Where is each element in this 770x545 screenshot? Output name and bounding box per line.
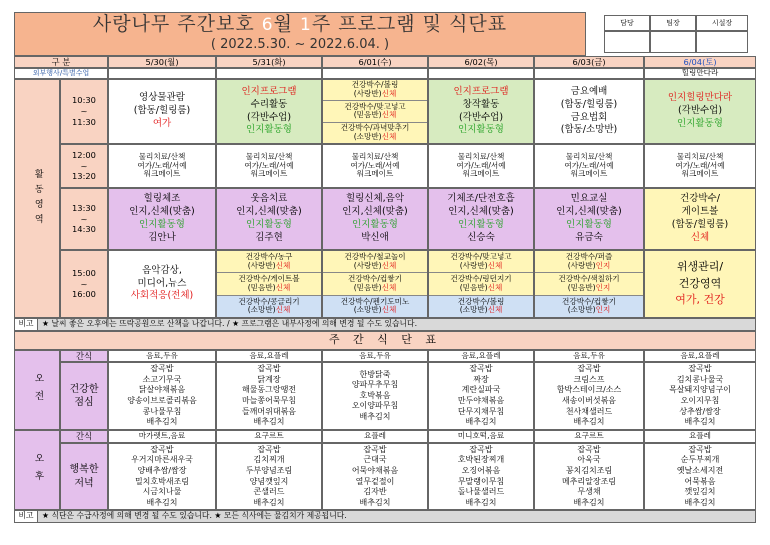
cell-text-line: 건강박수/철교놀이 bbox=[344, 251, 406, 261]
cell-text-line: 해물동그랑땡전 bbox=[241, 385, 297, 395]
category-tag: 신체 bbox=[275, 282, 291, 292]
lunchblock-fri bbox=[534, 144, 644, 188]
pm-label bbox=[14, 430, 60, 510]
cell-text-line: 배추김치 bbox=[465, 417, 497, 427]
category-tag: 신체 bbox=[381, 305, 397, 315]
outing-fri bbox=[534, 68, 644, 79]
cell-text-line: 12:00 bbox=[72, 149, 96, 160]
cell-text-line: 잡곡밥 bbox=[257, 444, 281, 454]
afternoon2-fri bbox=[534, 250, 644, 318]
cell-text-line: 콘샐러드 bbox=[253, 487, 285, 497]
cell-text-line: (합동/힐링룸) bbox=[133, 105, 191, 117]
cell-text-line: 김자반 bbox=[363, 487, 387, 497]
category-tag: 인지 bbox=[595, 282, 611, 292]
cell-text-line: 인지,신체(맞춤) bbox=[448, 206, 514, 218]
snack-pm-label: 간식 bbox=[60, 430, 108, 443]
cell-text-line: 행복한저녁 bbox=[69, 464, 99, 489]
cell-text-line: 짜장 bbox=[473, 374, 489, 384]
cell-text-line: (사랑반)신체 bbox=[353, 89, 397, 99]
sheet-title bbox=[15, 14, 585, 36]
cell-text-line: 건강한점심 bbox=[69, 383, 99, 408]
dinner-sat bbox=[644, 443, 756, 510]
outing-tue bbox=[216, 68, 322, 79]
cell-text-line: 인지프로그램 bbox=[453, 85, 509, 97]
lunch-fri bbox=[534, 362, 644, 430]
cell-text-line: 10:30 bbox=[72, 95, 96, 106]
cell-text-line: ~ bbox=[80, 160, 88, 171]
lunch-sat bbox=[644, 362, 756, 430]
afternoon1-mon bbox=[108, 188, 216, 250]
program-note bbox=[14, 318, 756, 331]
cell-text-line: 오이양파무침 bbox=[351, 401, 399, 411]
cell-text-line: (소망반)신체 bbox=[353, 305, 397, 315]
cell-text-line: 힐링신체,음악 bbox=[345, 193, 405, 205]
lunch-label bbox=[60, 362, 108, 430]
cell-text-line: 인지활동형 bbox=[246, 124, 292, 136]
category-tag: 신체 bbox=[381, 131, 397, 141]
dinner-label bbox=[60, 443, 108, 510]
lunch-thu bbox=[428, 362, 534, 430]
cell-text-line: ~ bbox=[80, 213, 88, 224]
cell-text-line: 잡곡밥 bbox=[469, 364, 493, 374]
cell-text-line: 건강박수/맞고넣고 bbox=[344, 101, 406, 111]
meal-note-tag: 비고 bbox=[15, 511, 38, 522]
cell-text-line: 건강박수/콩글리기 bbox=[238, 296, 300, 306]
cell-text-line: 꽁치김치조림 bbox=[565, 465, 613, 475]
cell-text-line: 건강박수/맞고넣고 bbox=[450, 251, 512, 261]
lunchblock-thu bbox=[428, 144, 534, 188]
cell-text-line: 금요예배 bbox=[570, 85, 608, 97]
cell-text-line: 목살돼지양념구이 bbox=[669, 385, 731, 395]
title-month: 6 bbox=[261, 15, 274, 35]
cell-text-line: 인지활동형 bbox=[566, 219, 612, 230]
category-tag: 신체 bbox=[275, 305, 291, 315]
afternoon2-thu bbox=[428, 250, 534, 318]
cell-text-line: 물리치료/산책 bbox=[245, 151, 293, 161]
category-tag: 신체 bbox=[275, 260, 291, 270]
cell-text-line: 배추김치 bbox=[146, 417, 178, 427]
morning-fri bbox=[534, 79, 644, 144]
cell-text-line: 금요법회 bbox=[570, 111, 608, 123]
cell-text-line: (사랑반)인지 bbox=[567, 260, 611, 270]
snack-am-tue: 음료,요플레 bbox=[216, 350, 322, 362]
cell-text-line: 잡곡밥 bbox=[150, 444, 174, 454]
cell-text-line: (소망반)인지 bbox=[567, 305, 611, 315]
snack-am-mon: 음료,두유 bbox=[108, 350, 216, 362]
cell-text-line: 기체조/단전호흡 bbox=[447, 193, 515, 205]
cell-text-line: (믿음반)신체 bbox=[247, 282, 291, 292]
cell-text-line: 한방닭죽 bbox=[359, 369, 391, 379]
cell-text-line: 양배추쌈/쌈장 bbox=[137, 465, 187, 475]
cell-text-line: 인지활동형 bbox=[139, 219, 185, 230]
cell-text-line: 물리치료/산책 bbox=[138, 151, 186, 161]
morning-thu bbox=[428, 79, 534, 144]
program-note-text: ★ 날씨 좋은 오후에는 뜨락공원으로 산책을 나갑니다. / ★ 프로그램은 내부사정에 의해 변경 될 수도 있습니다. bbox=[42, 319, 418, 329]
cell-text-line: 11:30 bbox=[72, 116, 96, 127]
cell-text-line: 오징어볶음 bbox=[461, 465, 501, 475]
cell-text-line: 어묵야채볶음 bbox=[351, 465, 399, 475]
afternoon2-wed bbox=[322, 250, 428, 318]
time-1200 bbox=[60, 144, 108, 188]
category-tag: 신체 bbox=[381, 89, 397, 99]
approval-sign-3[interactable] bbox=[696, 31, 748, 53]
cell-text-line: 인지,신체(맞춤) bbox=[236, 206, 302, 218]
cell-text-line: 15:00 bbox=[72, 267, 96, 278]
cell-text-line: 힐링체조 bbox=[143, 193, 181, 205]
cell-text-line: (각반수업) bbox=[677, 105, 723, 117]
outing-wed bbox=[322, 68, 428, 79]
cell-text-line: 호박볶음 bbox=[359, 390, 391, 400]
cell-text-line: 배추김치 bbox=[359, 497, 391, 507]
cell-text-line: 닭계장 bbox=[257, 374, 281, 384]
cell-text-line: (합동/힐링룸) bbox=[671, 219, 729, 230]
cell-text-line: (믿음반)신체 bbox=[353, 110, 397, 120]
dinner-mon bbox=[108, 443, 216, 510]
cell-text-line: 건강박수/링던지기 bbox=[450, 274, 512, 284]
snack-am-thu: 음료,요플레 bbox=[428, 350, 534, 362]
cell-text-line: 여가, 건강 bbox=[675, 293, 725, 307]
program-note-tag: 비고 bbox=[15, 319, 38, 330]
cell-text-line: 여가/노래/서예 bbox=[137, 160, 187, 170]
cell-text-line: 닭살야채볶음 bbox=[138, 385, 186, 395]
cell-text-line: 인지활동형 bbox=[246, 219, 292, 230]
header-day-tue: 5/31(화) bbox=[216, 56, 322, 68]
cell-text-line: 13:30 bbox=[72, 202, 96, 213]
cell-text-line: 김치콩나물국 bbox=[676, 374, 724, 384]
cell-text-line: (사랑반)신체 bbox=[459, 260, 503, 270]
cell-text-line: 양파무추무침 bbox=[351, 380, 399, 390]
snack-am-wed: 음료,두유 bbox=[322, 350, 428, 362]
cell-text-line: 16:00 bbox=[72, 289, 96, 300]
cell-text-line: 배추김치 bbox=[465, 497, 497, 507]
cell-text-line: 인지활동형 bbox=[458, 124, 504, 136]
category-tag: 인지 bbox=[595, 260, 611, 270]
cell-text-line: 민요교실 bbox=[570, 193, 608, 205]
cell-text-line: (믿음반)인지 bbox=[567, 282, 611, 292]
cell-text-line: 돌나물샐러드 bbox=[457, 487, 505, 497]
cell-text-line: 잡곡밥 bbox=[688, 364, 712, 374]
cell-text-line: 인지프로그램 bbox=[241, 85, 297, 97]
cell-text-line: 위생관리/ bbox=[676, 260, 724, 274]
cell-text-line: 양송이브로콜리볶음 bbox=[127, 396, 197, 405]
cell-text-line: 워크메이트 bbox=[462, 169, 500, 179]
cell-text-line: 게이트볼 bbox=[681, 206, 719, 218]
header-day-wed: 6/01(수) bbox=[322, 56, 428, 68]
approval-sign-1[interactable] bbox=[604, 31, 650, 53]
title-banner bbox=[14, 12, 586, 56]
cell-text-line: (믿음반)신체 bbox=[459, 282, 503, 292]
approval-header-2: 팀장 bbox=[650, 15, 696, 31]
cell-text-line: 여가/노래/서예 bbox=[244, 160, 294, 170]
cell-text-line: 물리치료/산책 bbox=[565, 151, 613, 161]
morning-wed bbox=[322, 79, 428, 144]
cell-text-line: (사랑반)신체 bbox=[353, 260, 397, 270]
lunchblock-wed bbox=[322, 144, 428, 188]
title-month-label: 월 bbox=[273, 13, 293, 35]
category-tag: 인지 bbox=[595, 305, 611, 315]
cell-text-line: 인지힐링만다라 bbox=[667, 92, 733, 104]
lunch-mon bbox=[108, 362, 216, 430]
cell-text-line: 들깨머위대볶음 bbox=[241, 406, 297, 416]
header-day-thu: 6/02(목) bbox=[428, 56, 534, 68]
cell-text-line: 수리활동 bbox=[250, 98, 288, 110]
snack-pm-wed: 요플레 bbox=[322, 430, 428, 443]
cell-text-line: 옛날소세지전 bbox=[676, 465, 724, 475]
outing-mon bbox=[108, 68, 216, 79]
activity-area-text: 활동영역 bbox=[32, 168, 43, 229]
outing-thu bbox=[428, 68, 534, 79]
snack-am-label: 간식 bbox=[60, 350, 108, 362]
cell-text-line: 호박된장찌개 bbox=[457, 455, 505, 465]
cell-text-line: 메추리알장조림 bbox=[561, 476, 617, 486]
morning-sat bbox=[644, 79, 756, 144]
cell-text-line: 인지,신체(맞춤) bbox=[342, 206, 408, 218]
cell-text-line: 인지,신체(맞춤) bbox=[556, 206, 622, 218]
cell-text-line: 잡곡밥 bbox=[257, 364, 281, 374]
category-tag: 신체 bbox=[381, 110, 397, 120]
title-prefix: 사랑나무 주간보호 bbox=[92, 13, 255, 35]
category-tag: 신체 bbox=[381, 282, 397, 292]
cell-text-line: (사랑반)신체 bbox=[247, 260, 291, 270]
cell-text-line: 물리치료/산책 bbox=[457, 151, 505, 161]
cell-text-line: 건강박수/과녁맞추기 bbox=[340, 123, 410, 133]
cell-text-line: 워크메이트 bbox=[250, 169, 288, 179]
cell-text-line: 인지활동형 bbox=[677, 117, 723, 129]
category-tag: 신체 bbox=[487, 282, 503, 292]
header-day-mon: 5/30(월) bbox=[108, 56, 216, 68]
cell-text-line: 워크메이트 bbox=[356, 169, 394, 179]
cell-text-line: 웃음치료 bbox=[250, 193, 288, 205]
lunch-tue bbox=[216, 362, 322, 430]
header-label: 구 분 bbox=[14, 56, 108, 68]
cell-text-line: (믿음반)신체 bbox=[353, 282, 397, 292]
cell-text-line: 배추김치 bbox=[253, 497, 285, 507]
am-label bbox=[14, 350, 60, 430]
cell-text-line: 인지활동형 bbox=[352, 219, 398, 230]
afternoon2-sat bbox=[644, 250, 756, 318]
approval-header-1: 담당 bbox=[604, 15, 650, 31]
snack-pm-sat: 요플레 bbox=[644, 430, 756, 443]
snack-pm-fri: 요구르트 bbox=[534, 430, 644, 443]
cell-text-line: (소망반)신체 bbox=[459, 305, 503, 315]
cell-text-line: (합동/소망반) bbox=[560, 124, 618, 136]
cell-text-line: 미디어,뉴스 bbox=[137, 277, 187, 289]
afternoon1-wed bbox=[322, 188, 428, 250]
cell-text-line: 여가/노래/서예 bbox=[675, 160, 725, 170]
meal-note bbox=[14, 510, 756, 523]
cell-text-line: 배추김치 bbox=[573, 417, 605, 427]
lunchblock-sat bbox=[644, 144, 756, 188]
cell-text-line: (각반수업) bbox=[246, 111, 292, 123]
category-tag: 신체 bbox=[487, 260, 503, 270]
cell-text-line: 사회적응(전체) bbox=[130, 290, 194, 302]
cell-text-line: 건강박수/볼링 bbox=[351, 80, 399, 90]
cell-text-line: 여가/노래/서예 bbox=[564, 160, 614, 170]
snack-am-fri: 음료,두유 bbox=[534, 350, 644, 362]
category-tag: 신체 bbox=[487, 305, 503, 315]
cell-text-line: 건강영역 bbox=[678, 276, 722, 290]
header-day-fri: 6/03(금) bbox=[534, 56, 644, 68]
cell-text-line: 박신애 bbox=[361, 231, 389, 243]
cell-text-line: (합동/힐링룸) bbox=[560, 98, 618, 110]
cell-text-line: 아욱국 bbox=[577, 455, 601, 465]
cell-text-line: 건강박수/볼링 bbox=[457, 296, 505, 306]
cell-text-line: 천사채샐러드 bbox=[565, 406, 613, 416]
time-1330 bbox=[60, 188, 108, 250]
cell-text-line: 새송이버섯볶음 bbox=[561, 396, 617, 405]
cell-text-line: 13:20 bbox=[72, 171, 96, 182]
cell-text-line: 인지활동형 bbox=[458, 219, 504, 230]
cell-text-line: 오전 bbox=[32, 372, 44, 408]
cell-text-line: 배추김치 bbox=[359, 411, 391, 421]
cell-text-line: 14:30 bbox=[72, 224, 96, 235]
cell-text-line: 두부양념조림 bbox=[245, 465, 293, 475]
cell-text-line: 신체 bbox=[690, 231, 710, 243]
afternoon2-tue bbox=[216, 250, 322, 318]
morning-tue bbox=[216, 79, 322, 144]
cell-text-line: 건강박수/컵쌓기 bbox=[562, 296, 616, 306]
approval-header-3: 시설장 bbox=[696, 15, 748, 31]
cell-text-line: 인지,신체(맞춤) bbox=[129, 206, 195, 218]
cell-text-line: (소망반)신체 bbox=[247, 305, 291, 315]
cell-text-line: 양념깻잎지 bbox=[249, 476, 289, 486]
cell-text-line: 오후 bbox=[32, 452, 44, 488]
cell-text-line: (소망반)신체 bbox=[353, 131, 397, 141]
afternoon1-thu bbox=[428, 188, 534, 250]
cell-text-line: 워크메이트 bbox=[143, 169, 181, 179]
cell-text-line: 영상물관람 bbox=[139, 92, 185, 104]
cell-text-line: 어묵볶음 bbox=[684, 476, 716, 486]
cell-text-line: 김주현 bbox=[255, 231, 283, 243]
cell-text-line: 건강박수/농구 bbox=[245, 251, 293, 261]
cell-text-line: 만두야채볶음 bbox=[457, 396, 505, 405]
program-meal-sheet bbox=[14, 12, 756, 524]
cell-text-line: 음악감상, bbox=[142, 264, 182, 276]
lunch-wed bbox=[322, 362, 428, 430]
approval-sign-2[interactable] bbox=[650, 31, 696, 53]
cell-text-line: 배추김치 bbox=[253, 417, 285, 427]
afternoon1-fri bbox=[534, 188, 644, 250]
cell-text-line: 물리치료/산책 bbox=[351, 151, 399, 161]
meal-title: 주 간 식 단 표 bbox=[14, 331, 756, 350]
cell-text-line: 깻잎김치 bbox=[684, 487, 716, 497]
cell-text-line: 열무겉절이 bbox=[355, 476, 395, 486]
dinner-thu bbox=[428, 443, 534, 510]
time-1030 bbox=[60, 79, 108, 144]
cell-text-line: 잡곡밥 bbox=[363, 444, 387, 454]
title-suffix: 주 프로그램 및 식단표 bbox=[311, 13, 508, 35]
cell-text-line: 상추쌈/쌈장 bbox=[679, 406, 721, 416]
cell-text-line: 시금치나물 bbox=[142, 487, 182, 497]
dinner-wed bbox=[322, 443, 428, 510]
cell-text-line: 잡곡밥 bbox=[577, 444, 601, 454]
cell-text-line: 김치찌개 bbox=[253, 455, 285, 465]
activity-area-label bbox=[14, 79, 60, 318]
cell-text-line: 크림스프 bbox=[573, 374, 605, 384]
cell-text-line: 배추김치 bbox=[684, 417, 716, 427]
cell-text-line: 콩나물무침 bbox=[142, 406, 182, 416]
cell-text-line: 배추김치 bbox=[684, 497, 716, 507]
cell-text-line: 무말랭이무침 bbox=[457, 476, 505, 486]
cell-text-line: 배추김치 bbox=[146, 497, 178, 507]
meal-note-text: ★ 식단은 수급사정에 의해 변경 될 수도 있습니다. ★ 모든 식사에는 물김치가 제공됩니다. bbox=[42, 511, 347, 521]
cell-text-line: 신승숙 bbox=[467, 231, 495, 243]
cell-text-line: 소고기무국 bbox=[142, 374, 182, 384]
time-1500 bbox=[60, 250, 108, 318]
lunchblock-mon bbox=[108, 144, 216, 188]
cell-text-line: 건강박수/컵쌓기 bbox=[348, 274, 402, 284]
snack-pm-thu: 미니호떡,음료 bbox=[428, 430, 534, 443]
dinner-tue bbox=[216, 443, 322, 510]
cell-text-line: 유금숙 bbox=[575, 231, 603, 243]
cell-text-line: 단무지채무침 bbox=[457, 406, 505, 416]
cell-text-line: 물리치료/산책 bbox=[676, 151, 724, 161]
cell-text-line: 건강박수/게이트볼 bbox=[238, 274, 300, 284]
cell-text-line: 여가 bbox=[152, 117, 172, 129]
cell-text-line: 건강박수/색칠하기 bbox=[558, 274, 620, 284]
outing-label: 외부행사/특별수업 bbox=[14, 68, 108, 79]
cell-text-line: 잡곡밥 bbox=[577, 364, 601, 374]
cell-text-line: 계란실파국 bbox=[461, 385, 501, 395]
snack-pm-tue: 요구르트 bbox=[216, 430, 322, 443]
outing-sat: 힐링만다라 bbox=[644, 68, 756, 79]
afternoon1-sat bbox=[644, 188, 756, 250]
afternoon1-tue bbox=[216, 188, 322, 250]
afternoon2-mon bbox=[108, 250, 216, 318]
cell-text-line: 워크메이트 bbox=[681, 169, 719, 179]
cell-text-line: 워크메이트 bbox=[570, 169, 608, 179]
cell-text-line: 잡곡밥 bbox=[688, 444, 712, 454]
cell-text-line: 창작활동 bbox=[462, 98, 500, 110]
cell-text-line: 잡곡밥 bbox=[469, 444, 493, 454]
cell-text-line: ~ bbox=[80, 106, 88, 117]
cell-text-line: 함박스테이크/소스 bbox=[556, 385, 622, 395]
cell-text-line: 배추김치 bbox=[573, 497, 605, 507]
snack-am-sat: 음료,요플레 bbox=[644, 350, 756, 362]
cell-text-line: 김안나 bbox=[148, 231, 176, 243]
cell-text-line: ~ bbox=[80, 278, 88, 289]
cell-text-line: 건강박수/ bbox=[680, 193, 720, 205]
title-period: ( 2022.5.30. ~ 2022.6.04. ) bbox=[210, 37, 390, 52]
cell-text-line: 잡곡밥 bbox=[150, 364, 174, 374]
snack-pm-mon: 마가렛트,음료 bbox=[108, 430, 216, 443]
cell-text-line: 오이지무침 bbox=[680, 396, 720, 405]
dinner-fri bbox=[534, 443, 644, 510]
lunchblock-tue bbox=[216, 144, 322, 188]
cell-text-line: 건강박수/펜기도미노 bbox=[340, 296, 410, 306]
category-tag: 신체 bbox=[381, 260, 397, 270]
header-day-sat: 6/04(토) bbox=[644, 56, 756, 68]
cell-text-line: 건강박수/퍼즐 bbox=[565, 251, 613, 261]
cell-text-line: 무생채 bbox=[577, 487, 601, 497]
cell-text-line: 순두부찌개 bbox=[680, 455, 720, 465]
cell-text-line: (각반수업) bbox=[458, 111, 504, 123]
cell-text-line: 근대국 bbox=[363, 455, 387, 465]
title-week: 1 bbox=[300, 15, 312, 35]
cell-text-line: 여가/노래/서예 bbox=[456, 160, 506, 170]
morning-mon bbox=[108, 79, 216, 144]
cell-text-line: 마늘쫑어묵무침 bbox=[241, 396, 297, 405]
cell-text-line: 여가/노래/서예 bbox=[350, 160, 400, 170]
cell-text-line: 우거지마른새우국 bbox=[131, 455, 193, 465]
cell-text-line: 밀치호박새조림 bbox=[134, 476, 190, 486]
